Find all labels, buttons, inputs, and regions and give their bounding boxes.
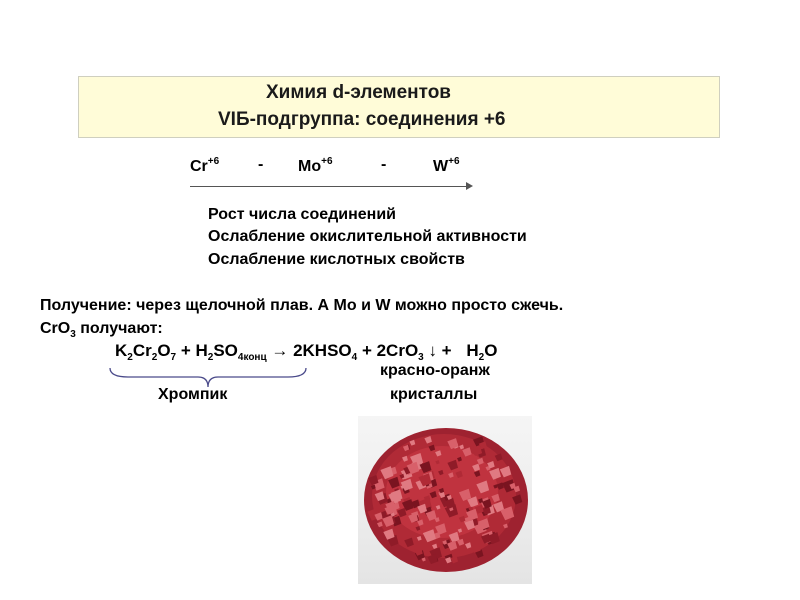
series-w: $W^{+6}$ bbox=[433, 156, 460, 175]
trend-arrow-line bbox=[190, 186, 470, 187]
trend-item: Ослабление окислительной активности bbox=[208, 228, 527, 245]
cro3-line: CrO$_3$ получают: bbox=[40, 320, 163, 340]
series-mo: $Mo^{+6}$ bbox=[298, 156, 333, 175]
series-dash-2: - bbox=[381, 156, 387, 173]
series-dash-1: - bbox=[258, 156, 264, 173]
crystals-label: кристаллы bbox=[390, 386, 478, 403]
slide-title: Химия d-элементов bbox=[266, 82, 451, 103]
trend-arrow-icon bbox=[466, 182, 473, 190]
color-label: красно-оранж bbox=[380, 362, 490, 379]
reaction-equation: $K_2Cr_2O_7 + H_2SO_{4конц}$ → $2KHSO_4 + 2CrO_3$ ↓ + $H_2O$ bbox=[115, 341, 498, 363]
chrompik-label: Хромпик bbox=[158, 386, 228, 403]
trend-item: Ослабление кислотных свойств bbox=[208, 251, 465, 268]
cro3-crystals-photo bbox=[358, 416, 532, 584]
slide-subtitle: VIБ-подгруппа: соединения +6 bbox=[218, 109, 506, 130]
curly-brace-icon bbox=[108, 366, 308, 388]
production-line: Получение: через щелочной плав. А Mo и W можно просто сжечь. bbox=[40, 297, 564, 314]
series-cr: $Cr^{+6}$ bbox=[190, 156, 220, 175]
crystal-pile-image bbox=[358, 416, 532, 584]
trend-item: Рост числа соединений bbox=[208, 206, 397, 223]
